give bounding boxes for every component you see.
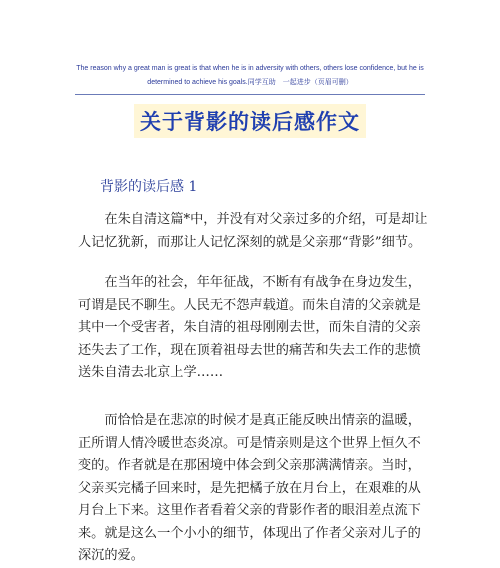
paragraph-1: 在朱自清这篇*中，并没有对父亲过多的介绍，可是却让人记忆犹新，而那让人记忆深刻的就是父亲那“背影”细节。: [78, 212, 428, 250]
paragraph-2: 在当年的社会，年年征战，不断有有战争在身边发生，可谓是民不聊生。人民无不怨声载道。而朱自清的父亲就是其中一个受害者，朱自清的祖母刚刚去世，而朱自清的父亲还失去了工作，现在顶着祖母去世的痛苦和失去工作的悲愤送朱自清去北京上学……: [78, 275, 421, 380]
title-container: [0, 104, 500, 138]
header-quote-english: The reason why a great man is great is that when he is in adversity with others, others lose confidence, but he is determined to achieve his goals.: [76, 65, 424, 86]
page-header: [60, 62, 440, 90]
section-heading: 背影的读后感 1: [100, 179, 198, 195]
header-divider: [75, 94, 425, 95]
header-note: 同学互助 一起进步（页眉可删）: [247, 79, 353, 86]
paragraph-3: 而恰恰是在悲凉的时候才是真正能反映出情亲的温暖，正所谓人情冷暖世态炎凉。可是情亲则是这个世界上恒久不变的。作者就是在那困境中体会到父亲那满满情亲。当时，父亲买完橘子回来时，是先把橘子放在月台上，在艰难的从月台上下来。这里作者看着父亲的背影作者的眼泪差点流下来。就是这么一个小小的细节，体现出了作者父亲对儿子的深沉的爱。: [78, 413, 421, 563]
document-title: 关于背影的读后感作文: [134, 104, 366, 138]
